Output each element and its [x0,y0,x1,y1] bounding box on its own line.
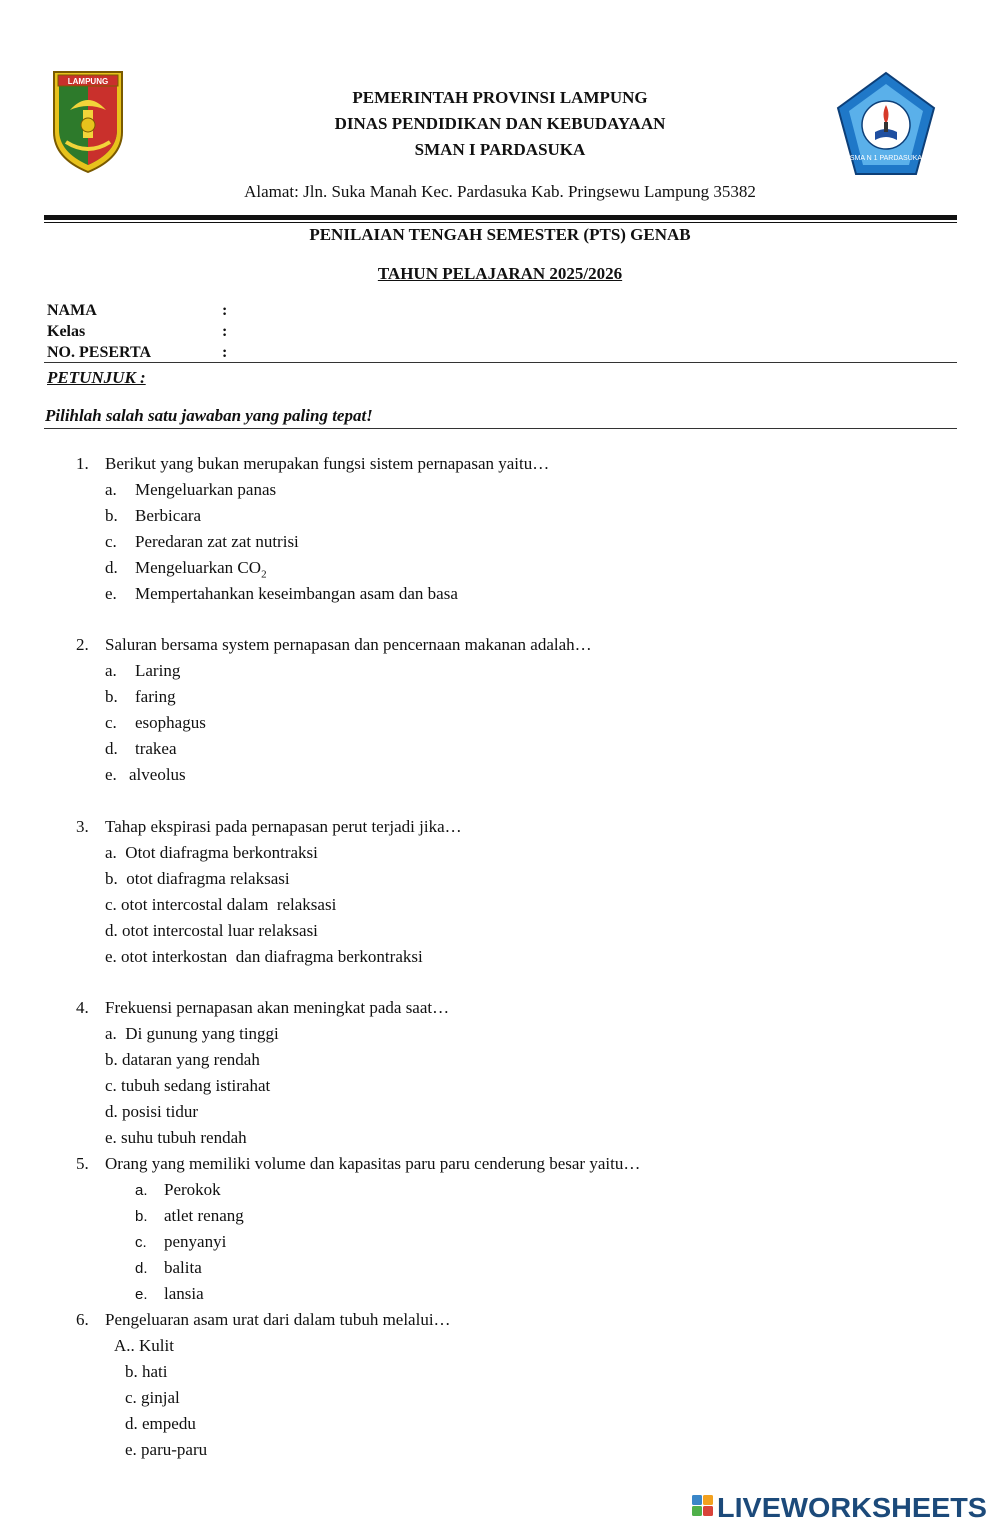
option-letter: a. [105,480,117,499]
option-letter: d. [105,558,118,577]
q2-option-e[interactable] [105,765,186,785]
liveworksheets-logo-icon [692,1495,713,1516]
option-text: atlet renang [164,1206,244,1225]
question-number: 5. [76,1154,89,1173]
option-letter: c. [105,713,117,732]
field-participant-label: NO. PESERTA [47,344,152,361]
question-text: Tahap ekspirasi pada pernapasan perut terjadi jika… [105,817,462,836]
exam-year-wrap [0,264,1000,284]
question-number: 2. [76,635,89,654]
option-letter: a. [135,1182,148,1199]
question-4 [76,998,450,1018]
question-1 [76,454,550,474]
header-divider-thin [44,222,957,223]
fields-divider [44,362,957,363]
q6-option-a[interactable]: A.. Kulit [114,1336,174,1355]
option-text: balita [164,1258,202,1277]
option-text: Mengeluarkan CO [135,558,262,577]
option-text: alveolus [129,765,186,784]
q1-option-d[interactable] [105,558,267,581]
question-text: Berikut yang bukan merupakan fungsi sistem pernapasan yaitu… [105,454,550,473]
q2-option-b[interactable] [105,687,176,707]
q2-option-a[interactable] [105,661,181,681]
option-text: esophagus [135,713,206,732]
question-5 [76,1154,641,1174]
field-class-colon: : [222,323,228,340]
q2-option-c[interactable] [105,713,206,733]
option-text: Perokok [164,1180,221,1199]
header-department: DINAS PENDIDIKAN DAN KEBUDAYAAN [334,114,666,133]
header-divider-thick [44,215,957,220]
svg-text:LAMPUNG: LAMPUNG [67,77,109,86]
option-letter: b. [105,687,118,706]
q6-option-c[interactable]: c. ginjal [125,1388,180,1407]
q1-option-b[interactable] [105,506,202,526]
q5-option-b[interactable] [135,1206,244,1226]
instructions-heading: PETUNJUK : [47,368,146,387]
q5-option-a[interactable] [135,1180,221,1200]
question-number: 1. [76,454,89,473]
option-text: faring [135,687,176,706]
q5-option-d[interactable] [135,1258,202,1278]
header-address: Alamat: Jln. Suka Manah Kec. Pardasuka Kab. Pringsewu Lampung 35382 [244,182,756,201]
option-text: Mengeluarkan panas [135,480,277,499]
q6-option-b[interactable]: b. hati [125,1362,168,1381]
exam-year: TAHUN PELAJARAN 2025/2026 [377,264,623,283]
q3-option-e[interactable]: e. otot interkostan dan diafragma berkontraksi [105,947,423,966]
watermark-text: LIVEWORKSHEETS [717,1492,987,1523]
option-text: Laring [135,661,181,680]
q3-option-c[interactable]: c. otot intercostal dalam relaksasi [105,895,337,914]
q1-option-c[interactable] [105,532,299,552]
header-school: SMAN I PARDASUKA [414,140,586,159]
question-text: Pengeluaran asam urat dari dalam tubuh melalui… [105,1310,451,1329]
option-letter: e. [105,765,117,784]
option-text: Berbicara [135,506,202,525]
option-letter: c. [135,1234,147,1251]
field-name-colon: : [222,302,228,319]
subscript: 2 [261,568,267,581]
field-class-label: Kelas [47,323,86,340]
q4-option-e[interactable]: e. suhu tubuh rendah [105,1128,247,1147]
question-text: Saluran bersama system pernapasan dan pencernaan makanan adalah… [105,635,592,654]
instructions-text: Pilihlah salah satu jawaban yang paling tepat! [45,406,373,425]
option-letter: c. [105,532,117,551]
question-6 [76,1310,451,1330]
option-text: Peredaran zat zat nutrisi [135,532,299,551]
q3-option-d[interactable]: d. otot intercostal luar relaksasi [105,921,318,940]
field-participant-colon: : [222,344,228,361]
q6-option-e[interactable]: e. paru-paru [125,1440,208,1459]
q3-option-a[interactable]: a. Otot diafragma berkontraksi [105,843,318,862]
option-letter: e. [105,584,117,603]
q4-option-d[interactable]: d. posisi tidur [105,1102,199,1121]
svg-text:SMA N 1 PARDASUKA: SMA N 1 PARDASUKA [849,155,923,162]
q1-option-e[interactable] [105,584,458,604]
q4-option-a[interactable]: a. Di gunung yang tinggi [105,1024,279,1043]
option-text: lansia [164,1284,204,1303]
q3-option-b[interactable]: b. otot diafragma relaksasi [105,869,290,888]
option-letter: d. [135,1260,148,1277]
instructions-divider [44,428,957,429]
q2-option-d[interactable] [105,739,177,759]
q6-option-d[interactable]: d. empedu [125,1414,196,1433]
q5-option-e[interactable] [135,1284,204,1304]
option-text: trakea [135,739,177,758]
question-text: Frekuensi pernapasan akan meningkat pada saat… [105,998,450,1017]
option-text: Mempertahankan keseimbangan asam dan basa [135,584,458,603]
question-number: 3. [76,817,89,836]
question-number: 4. [76,998,89,1017]
option-letter: d. [105,739,118,758]
option-letter: b. [135,1208,148,1225]
question-text: Orang yang memiliki volume dan kapasitas paru paru cenderung besar yaitu… [105,1154,641,1173]
option-letter: e. [135,1286,148,1303]
field-name-label: NAMA [47,302,97,319]
option-letter: a. [105,661,117,680]
q5-option-c[interactable] [135,1232,227,1252]
exam-title: PENILAIAN TENGAH SEMESTER (PTS) GENAB [309,225,691,244]
q4-option-c[interactable]: c. tubuh sedang istirahat [105,1076,271,1095]
q1-option-a[interactable] [105,480,277,500]
question-number: 6. [76,1310,89,1329]
header-government: PEMERINTAH PROVINSI LAMPUNG [352,88,648,107]
option-letter: b. [105,506,118,525]
q4-option-b[interactable]: b. dataran yang rendah [105,1050,260,1069]
liveworksheets-watermark [690,1487,990,1527]
question-2 [76,635,592,655]
option-text: penyanyi [164,1232,227,1251]
question-3 [76,817,462,837]
